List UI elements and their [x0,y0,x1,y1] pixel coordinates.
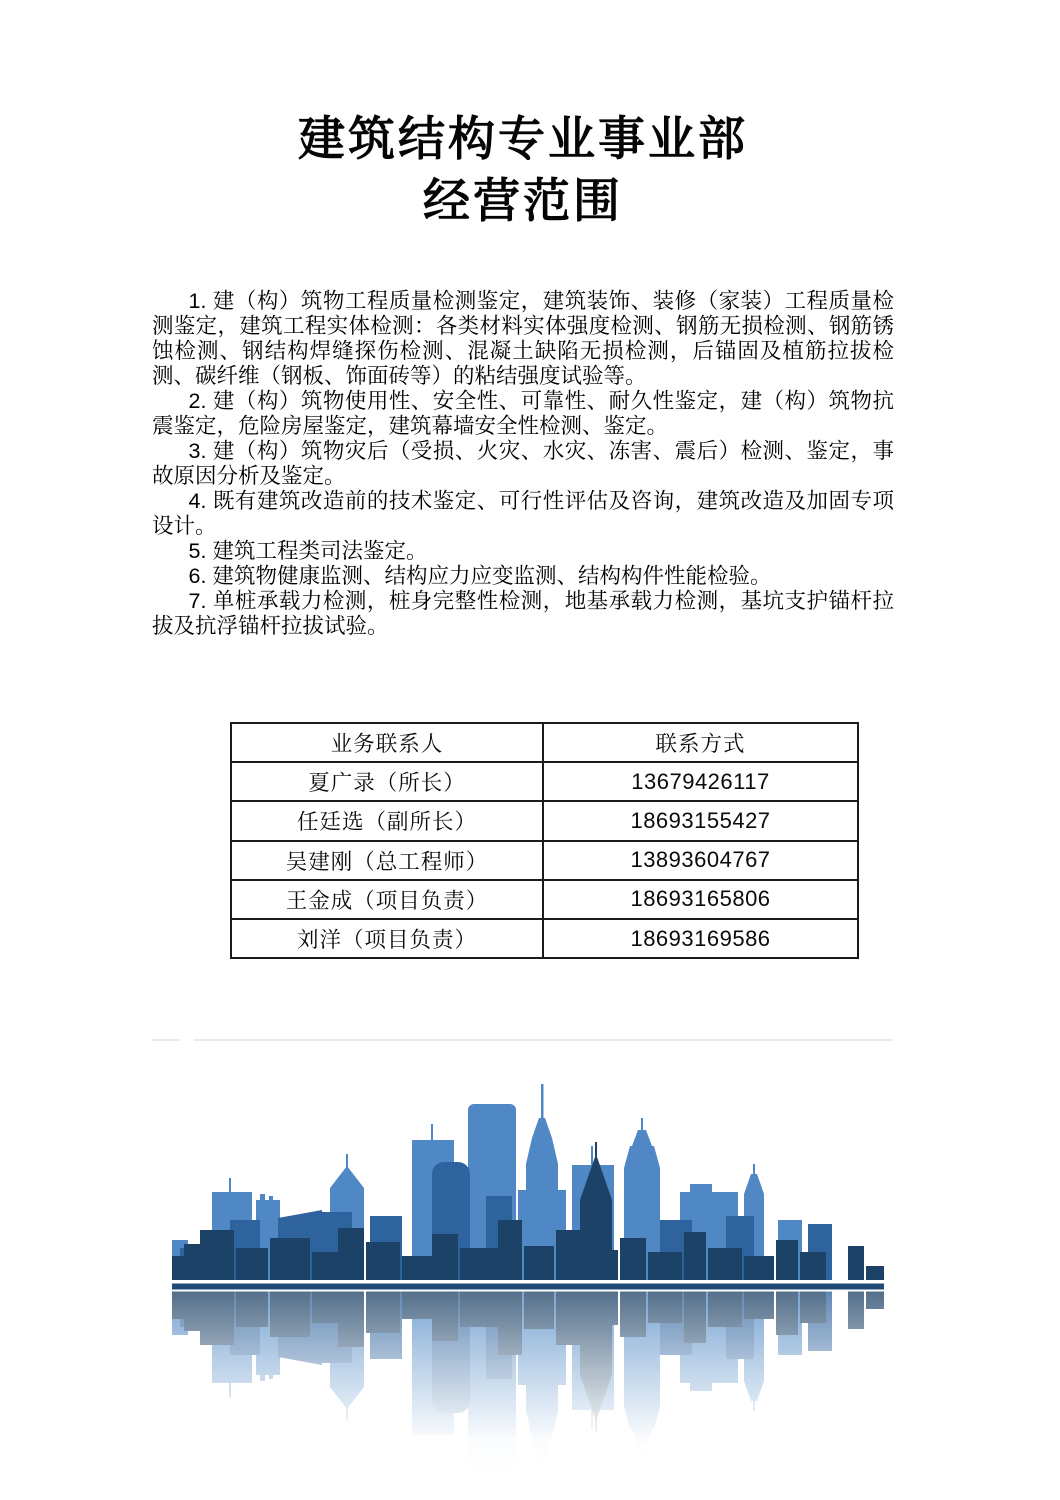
city-skyline-graphic [172,1072,884,1472]
page-title [152,108,894,232]
contact-name-cell: 刘洋（项目负责） [231,919,543,958]
scope-item-5: 5. 建筑工程类司法鉴定。 [188,539,428,563]
contact-name-cell: 吴建刚（总工程师） [231,841,543,880]
scope-item-4: 4. 既有建筑改造前的技术鉴定、可行性评估及咨询，建筑改造及加固专项设计。 [152,489,894,538]
contact-row [231,801,858,840]
contact-phone-cell: 18693169586 [543,919,858,958]
contact-row [231,880,858,919]
contact-name-cell: 王金成（项目负责） [231,880,543,919]
page-title-line1: 建筑结构专业事业部 [298,112,748,165]
divider-line-long [194,1039,893,1041]
scope-item-2: 2. 建（构）筑物使用性、安全性、可靠性、耐久性鉴定，建（构）筑物抗震鉴定，危险房屋鉴定，建筑幕墙安全性检测、鉴定。 [152,389,894,438]
scope-item-3: 3. 建（构）筑物灾后（受损、火灾、水灾、冻害、震后）检测、鉴定，事故原因分析及鉴定。 [152,439,894,488]
scope-item-1: 1. 建（构）筑物工程质量检测鉴定，建筑装饰、装修（家装）工程质量检测鉴定，建筑工程实体检测：各类材料实体强度检测、钢筋无损检测、钢筋锈蚀检测、钢结构焊缝探伤检测、混凝土缺陷无损检测，后锚固及植筋拉拔检测、碳纤维（钢板、饰面砖等）的粘结强度试验等。 [152,289,894,388]
business-scope-list [152,289,894,639]
contact-row [231,762,858,801]
waterline-bar [172,1284,884,1290]
contact-row [231,841,858,880]
contacts-table [230,722,859,959]
contact-phone-cell: 13679426117 [543,762,858,801]
page-title-line2: 经营范围 [423,174,623,227]
table-header-row [231,723,858,762]
contact-row [231,919,858,958]
contact-phone-cell: 18693155427 [543,801,858,840]
contact-phone-cell: 18693165806 [543,880,858,919]
header-contact-person: 业务联系人 [231,723,543,762]
contact-phone-cell: 13893604767 [543,841,858,880]
scope-item-7: 7. 单桩承载力检测，桩身完整性检测，地基承载力检测，基坑支护锚杆拉拔及抗浮锚杆拉拔试验。 [152,589,894,638]
contact-name-cell: 任廷选（副所长） [231,801,543,840]
scope-item-6: 6. 建筑物健康监测、结构应力应变监测、结构构件性能检验。 [188,564,772,588]
divider-line-short [152,1039,180,1041]
header-contact-method: 联系方式 [543,723,858,762]
contact-name-cell: 夏广录（所长） [231,762,543,801]
